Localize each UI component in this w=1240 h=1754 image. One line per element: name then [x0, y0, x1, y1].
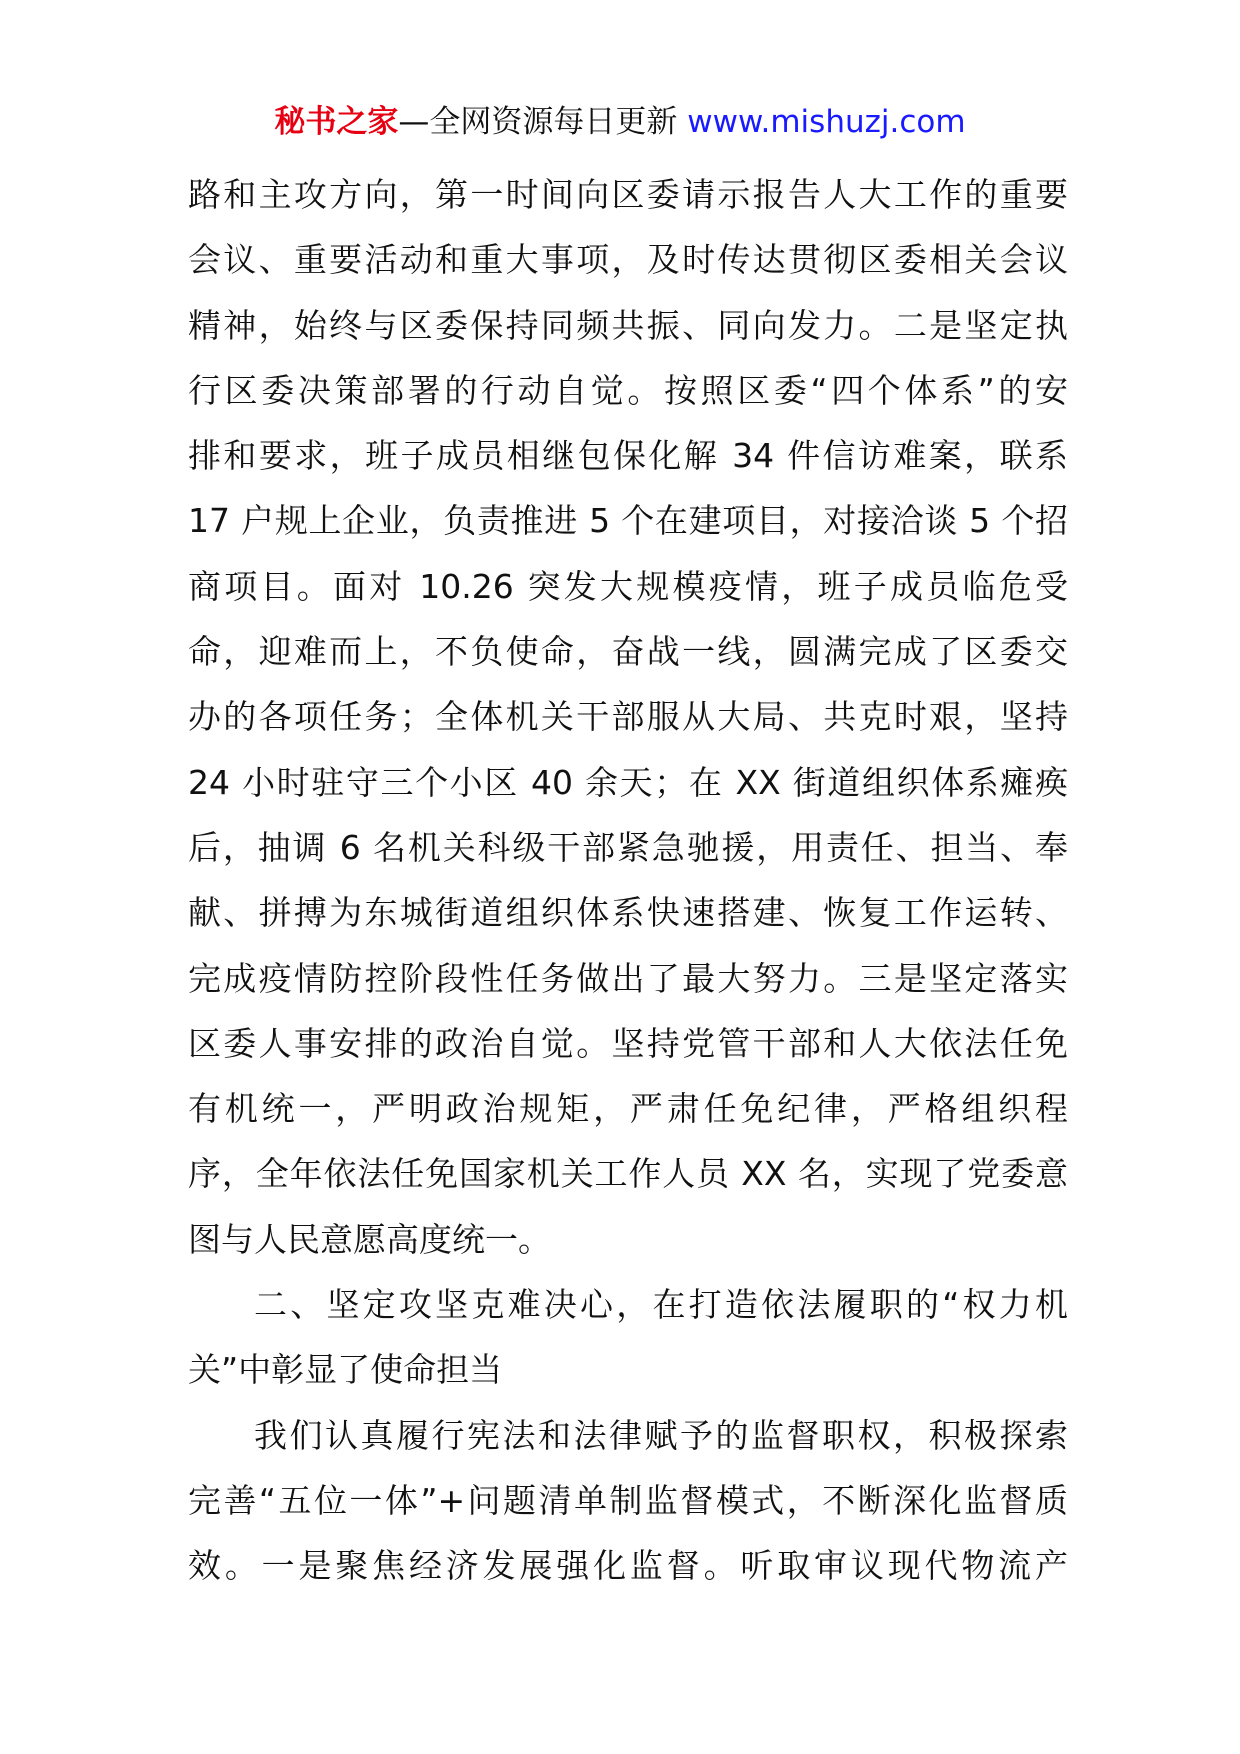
body-line: 完善“五位一体”+问题清单制监督模式，不断深化监督质 [188, 1480, 1068, 1520]
body-line: 24 小时驻守三个小区 40 余天；在 XX 街道组织体系瘫痪 [188, 762, 1068, 802]
document-body [188, 162, 1068, 1599]
website-url[interactable]: www.mishuzj.com [687, 104, 966, 140]
body-line: 17 户规上企业，负责推进 5 个在建项目，对接洽谈 5 个招 [188, 501, 1068, 541]
section-heading-line: 二、坚定攻坚克难决心，在打造依法履职的“权力机 [254, 1285, 1068, 1325]
body-line: 完成疫情防控阶段性任务做出了最大努力。三是坚定落实 [188, 958, 1068, 998]
page-header [0, 100, 1240, 144]
body-line: 会议、重要活动和重大事项，及时传达贯彻区委相关会议 [188, 240, 1068, 280]
body-line: 命，迎难而上，不负使命，奋战一线，圆满完成了区委交 [188, 632, 1068, 672]
body-line: 商项目。面对 10.26 突发大规模疫情，班子成员临危受 [188, 566, 1068, 606]
body-line: 办的各项任务；全体机关干部服从大局、共克时艰，坚持 [188, 697, 1068, 737]
body-line: 献、拼搏为东城街道组织体系快速搭建、恢复工作运转、 [188, 893, 1068, 933]
body-line: 我们认真履行宪法和法律赋予的监督职权，积极探索 [254, 1415, 1068, 1455]
body-line: 有机统一，严明政治规矩，严肃任免纪律，严格组织程 [188, 1089, 1068, 1129]
body-line: 精神，始终与区委保持同频共振、同向发力。二是坚定执 [188, 305, 1068, 345]
section-heading-line: 关”中彰显了使命担当 [188, 1350, 503, 1390]
body-line: 图与人民意愿高度统一。 [188, 1219, 551, 1259]
body-line: 效。一是聚焦经济发展强化监督。听取审议现代物流产 [188, 1546, 1068, 1586]
body-line: 区委人事安排的政治自觉。坚持党管干部和人大依法任免 [188, 1023, 1068, 1063]
body-line: 路和主攻方向，第一时间向区委请示报告人大工作的重要 [188, 175, 1068, 214]
body-line: 排和要求，班子成员相继包保化解 34 件信访难案，联系 [188, 436, 1068, 476]
brand-name: 秘书之家 [274, 104, 399, 140]
body-line: 行区委决策部署的行动自觉。按照区委“四个体系”的安 [188, 370, 1068, 410]
body-line: 序，全年依法任免国家机关工作人员 XX 名，实现了党委意 [188, 1154, 1068, 1194]
body-line: 后，抽调 6 名机关科级干部紧急驰援，用责任、担当、奉 [188, 827, 1068, 867]
header-tagline: —全网资源每日更新 [398, 104, 688, 140]
